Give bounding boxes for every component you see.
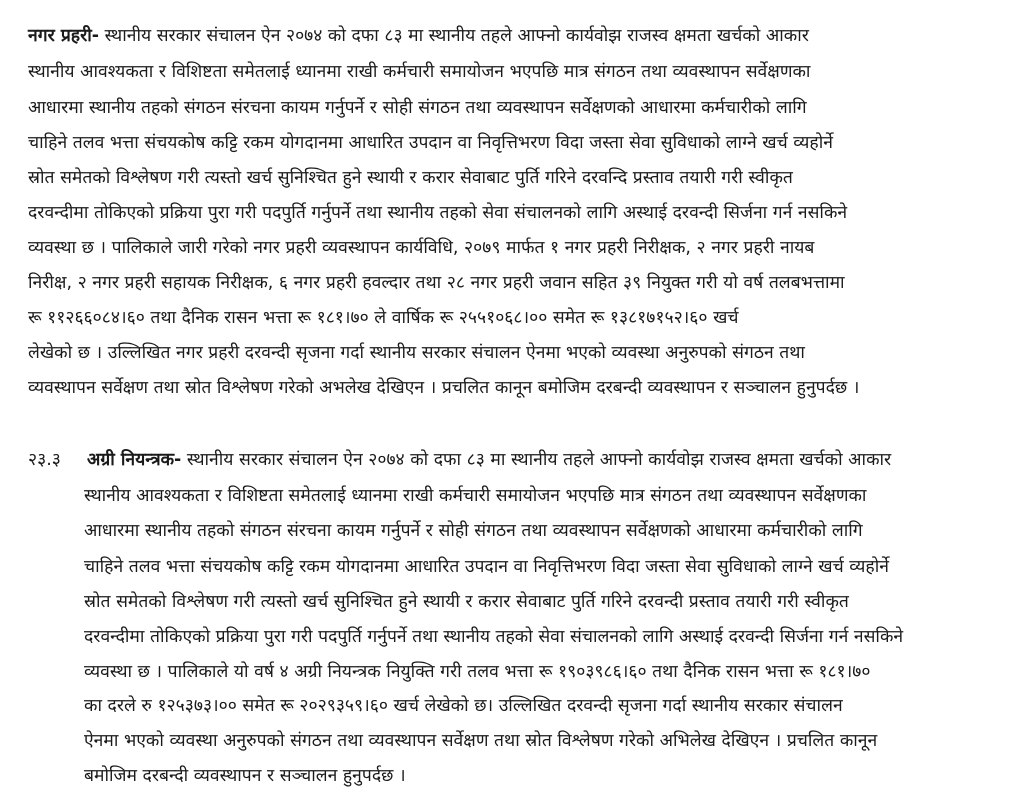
paragraph-line — [87, 448, 891, 472]
paragraph-line: बमोजिम दरबन्दी व्यवस्थापन र सञ्चालन हुनुपर्दछ । — [84, 766, 406, 786]
section-heading: अग्री नियन्त्रक- — [87, 450, 182, 470]
line-text: स्थानीय सरकार संचालन ऐन २०७४ को दफा ८३ मा स्थानीय तहले आफ्नो कार्यवोझ राजस्व क्षमता खर्चको आकार — [99, 26, 809, 46]
paragraph-line: ऐनमा भएको व्यवस्था अनुरुपको संगठन तथा व्यवस्थापन सर्वेक्षण तथा स्रोत विश्लेषण गरेको अभिलेख देखिएन । प्रचलित कानून — [84, 731, 878, 751]
paragraph-line: दरवन्दीमा तोकिएको प्रक्रिया पुरा गरी पदपुर्ति गर्नुपर्ने तथा स्थानीय तहको सेवा संचालनको लागि अस्थाई दरवन्दी सिर्जना गर्न नसकिने — [28, 203, 848, 223]
paragraph-line: व्यवस्था छ । पालिकाले यो वर्ष ४ अग्री नियन्त्रक नियुक्ति गरी तलव भत्ता रू १९०३९८६।६० तथा दैनिक रासन भत्ता रू १८१।७० — [84, 662, 871, 682]
line-text: स्थानीय सरकार संचालन ऐन २०७४ को दफा ८३ मा स्थानीय तहले आफ्नो कार्यवोझ राजस्व क्षमता खर्चको आकार — [181, 450, 892, 470]
paragraph-line: निरीक्ष, २ नगर प्रहरी सहायक निरीक्षक, ६ नगर प्रहरी हवल्दार तथा २८ नगर प्रहरी जवान सहित ३९ नियुक्त गरी यो वर्ष तलबभत्तामा — [28, 273, 845, 293]
section-number: २३.३ — [28, 450, 61, 470]
paragraph-line: दरवन्दीमा तोकिएको प्रक्रिया पुरा गरी पदपुर्ति गर्नुपर्ने तथा स्थानीय तहको सेवा संचालनको लागि अस्थाई दरवन्दी सिर्जना गर्न नसकिने — [84, 627, 904, 647]
paragraph-line: व्यवस्था छ । पालिकाले जारी गरेको नगर प्रहरी व्यवस्थापन कार्यविधि, २०७९ मार्फत १ नगर प्रहरी निरीक्षक, २ नगर प्रहरी नायब — [28, 238, 815, 258]
paragraph-line: स्थानीय आवश्यकता र विशिष्टता समेतलाई ध्यानमा राखी कर्मचारी समायोजन भएपछि मात्र संगठन तथा व्यवस्थापन सर्वेक्षणका — [84, 486, 867, 506]
paragraph-line: का दरले रु १२५३७३।०० समेत रू २०२९३५९।६० खर्च लेखेको छ। उल्लिखित दरवन्दी सृजना गर्दा स्थानीय सरकार संचालन — [84, 696, 843, 716]
paragraph-line: स्रोत समेतको विश्लेषण गरी त्यस्तो खर्च सुनिश्चित हुने स्थायी र करार सेवाबाट पुर्ति गरिने दरवन्दि प्रस्ताव तयारी गरी स्वीकृत — [28, 168, 793, 188]
paragraph-line: आधारमा स्थानीय तहको संगठन संरचना कायम गर्नुपर्ने र सोही संगठन तथा व्यवस्थापन सर्वेक्षणको आधारमा कर्मचारीको लागि — [28, 98, 807, 118]
paragraph-line: रू ११२६६०८४।६० तथा दैनिक रासन भत्ता रू १८१।७० ले वार्षिक रू २५५१०६८।०० समेत रू १३८१७१५२।६० खर्च — [28, 308, 739, 328]
paragraph-line: लेखेको छ । उल्लिखित नगर प्रहरी दरवन्दी सृजना गर्दा स्थानीय सरकार संचालन ऐनमा भएको व्यवस्था अनुरुपको संगठन तथा — [28, 343, 805, 363]
paragraph-line: व्यवस्थापन सर्वेक्षण तथा स्रोत विश्लेषण गरेको अभलेख देखिएन । प्रचलित कानून बमोजिम दरबन्दी व्यवस्थापन र सञ्चालन हुनुपर्दछ । — [28, 378, 860, 398]
paragraph-line: आधारमा स्थानीय तहको संगठन संरचना कायम गर्नुपर्ने र सोही संगठन तथा व्यवस्थापन सर्वेक्षणको आधारमा कर्मचारीको लागि — [84, 521, 863, 541]
paragraph-line: स्थानीय आवश्यकता र विशिष्टता समेतलाई ध्यानमा राखी कर्मचारी समायोजन भएपछि मात्र संगठन तथा व्यवस्थापन सर्वेक्षणका — [28, 62, 811, 82]
paragraph-line: चाहिने तलव भत्ता संचयकोष कट्टि रकम योगदानमा आधारित उपदान वा निवृत्तिभरण विदा जस्ता सेवा सुविधाको लाग्ने खर्च व्यहोर्ने — [84, 557, 889, 577]
paragraph-line: स्रोत समेतको विश्लेषण गरी त्यस्तो खर्च सुनिश्चित हुने स्थायी र करार सेवाबाट पुर्ति गरिने दरवन्दी प्रस्ताव तयारी गरी स्वीकृत — [84, 592, 849, 612]
paragraph-line — [28, 24, 809, 48]
paragraph-line: चाहिने तलव भत्ता संचयकोष कट्टि रकम योगदानमा आधारित उपदान वा निवृत्तिभरण विदा जस्ता सेवा सुविधाको लाग्ने खर्च व्यहोर्ने — [28, 133, 833, 153]
section-heading: नगर प्रहरी- — [28, 26, 100, 46]
